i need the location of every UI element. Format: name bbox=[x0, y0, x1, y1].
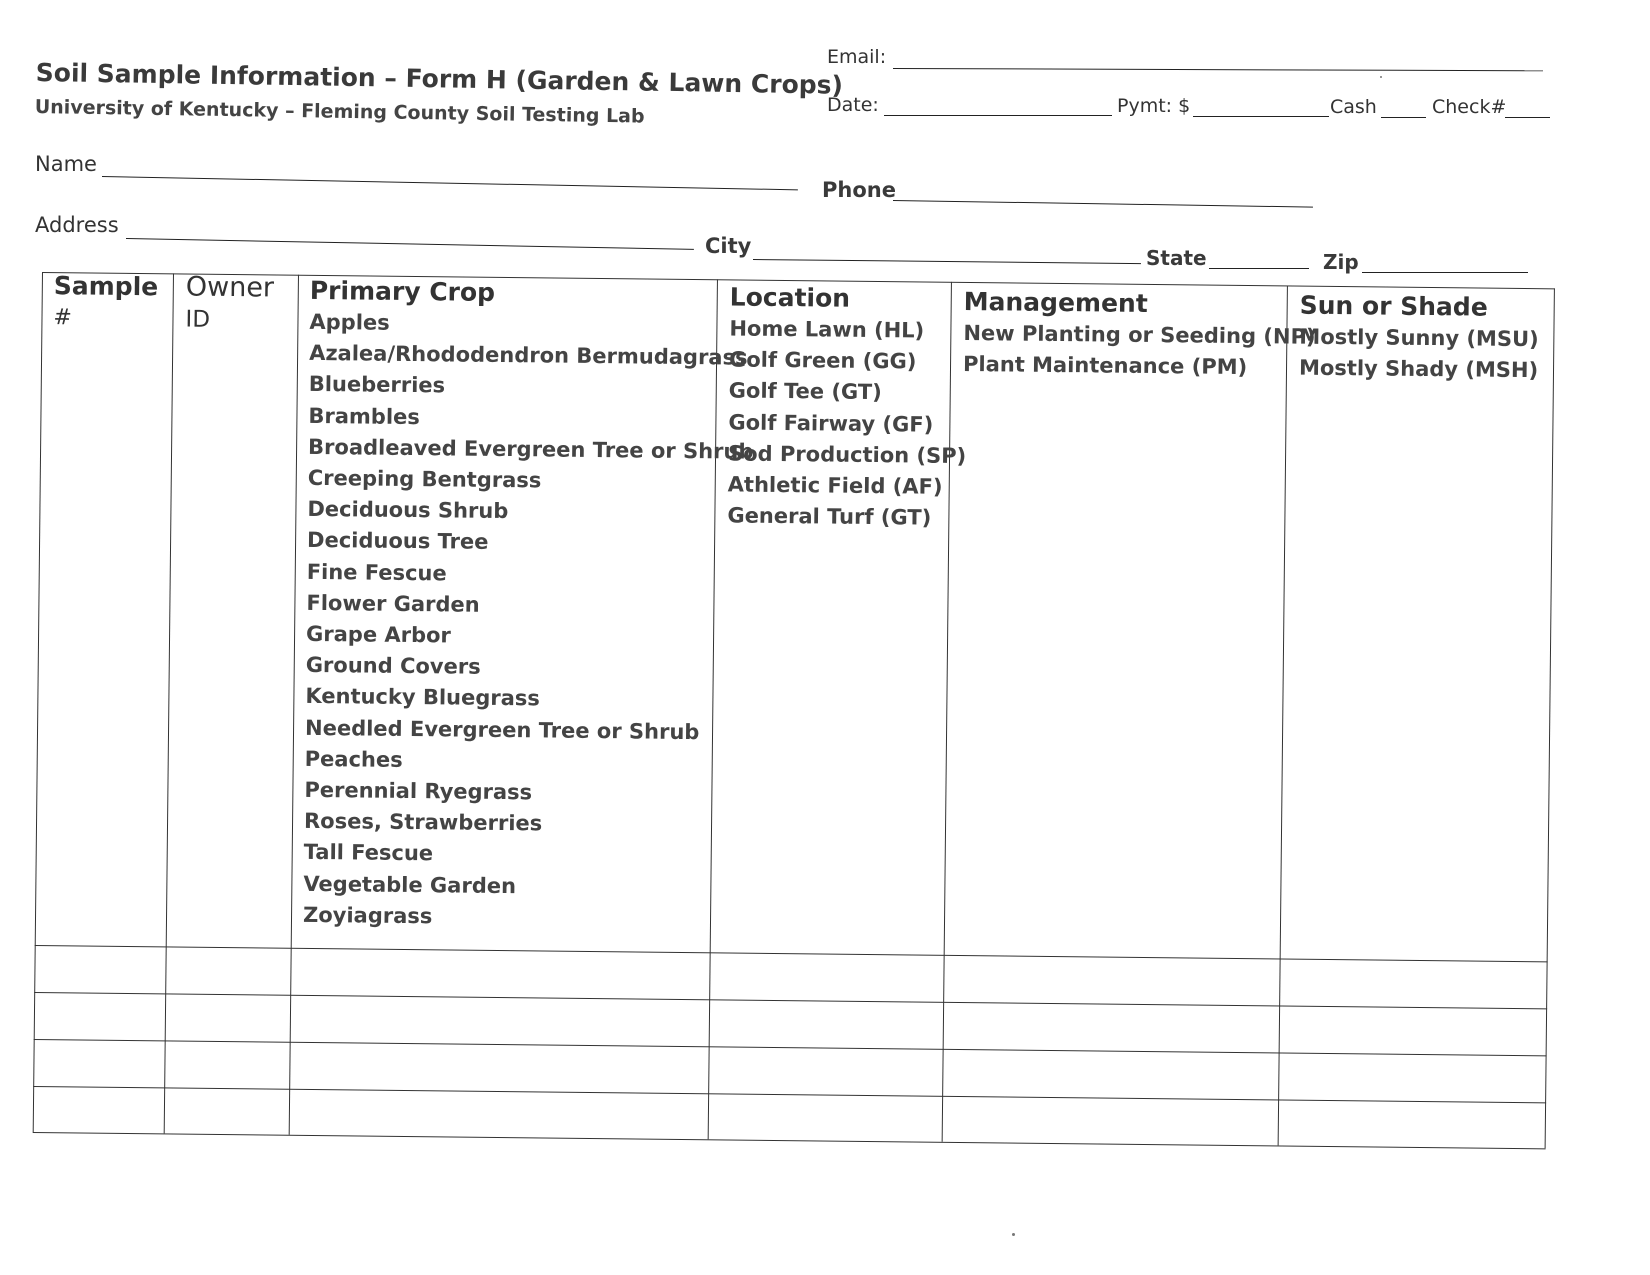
location-option: Golf Fairway (GF) bbox=[728, 410, 934, 437]
location-option: General Turf (GT) bbox=[727, 503, 932, 530]
primary-crop-header: Primary Crop bbox=[309, 275, 496, 307]
location-option: Sod Production (SP) bbox=[727, 441, 967, 468]
email-field[interactable] bbox=[893, 68, 1543, 71]
sample-column-header bbox=[53, 270, 158, 335]
primary-crop-option: Vegetable Garden bbox=[303, 871, 517, 898]
location-header: Location bbox=[729, 282, 851, 313]
phone-label: Phone bbox=[822, 178, 896, 202]
form-title: Soil Sample Information – Form H (Garden & Lawn Crops) bbox=[35, 58, 844, 100]
primary-crop-option: Tall Fescue bbox=[303, 840, 434, 866]
city-field[interactable] bbox=[753, 259, 1141, 264]
sample-table bbox=[32, 272, 1555, 1188]
address-label: Address bbox=[35, 213, 119, 237]
primary-crop-option: Fine Fescue bbox=[306, 559, 447, 586]
name-label: Name bbox=[35, 152, 97, 176]
location-option: Golf Green (GG) bbox=[728, 347, 917, 374]
sun-shade-header: Sun or Shade bbox=[1299, 290, 1488, 322]
phone-field[interactable] bbox=[893, 200, 1313, 208]
owner-column-header bbox=[185, 272, 274, 337]
check-label: Check# bbox=[1432, 96, 1507, 118]
primary-crop-column bbox=[303, 275, 755, 936]
scan-speck bbox=[1012, 1233, 1015, 1236]
owner-header-id: ID bbox=[185, 306, 211, 333]
primary-crop-option: Roses, Strawberries bbox=[303, 809, 543, 836]
date-label: Date: bbox=[827, 94, 879, 116]
primary-crop-option: Needled Evergreen Tree or Shrub bbox=[304, 715, 700, 744]
check-field[interactable] bbox=[1505, 117, 1550, 118]
primary-crop-option: Azalea/Rhododendron Bermudagrass bbox=[309, 341, 748, 370]
primary-crop-option: Kentucky Bluegrass bbox=[305, 684, 541, 711]
name-field[interactable] bbox=[102, 176, 798, 190]
payment-label: Pymt: $ bbox=[1117, 95, 1191, 117]
primary-crop-option: Ground Covers bbox=[305, 653, 481, 680]
primary-crop-option: Flower Garden bbox=[306, 590, 480, 617]
management-column bbox=[963, 286, 1316, 384]
cash-field[interactable] bbox=[1381, 117, 1426, 118]
management-options bbox=[963, 318, 1316, 384]
primary-crop-options bbox=[303, 307, 755, 936]
state-label: State bbox=[1146, 246, 1207, 270]
sun-shade-option: Mostly Shady (MSH) bbox=[1298, 355, 1539, 383]
location-option: Home Lawn (HL) bbox=[729, 316, 925, 343]
primary-crop-option: Broadleaved Evergreen Tree or Shrub bbox=[307, 434, 754, 464]
cash-label: Cash bbox=[1330, 96, 1377, 118]
management-option: New Planting or Seeding (NP) bbox=[963, 320, 1316, 349]
primary-crop-option: Blueberries bbox=[308, 372, 446, 398]
email-label: Email: bbox=[827, 46, 887, 68]
sun-shade-option: Mostly Sunny (MSU) bbox=[1299, 324, 1539, 352]
location-column bbox=[727, 281, 968, 534]
sun-shade-column bbox=[1299, 290, 1539, 387]
address-field[interactable] bbox=[126, 238, 694, 250]
primary-crop-option: Perennial Ryegrass bbox=[304, 777, 533, 805]
location-option: Athletic Field (AF) bbox=[727, 472, 943, 499]
location-options bbox=[727, 313, 967, 534]
form-subtitle: University of Kentucky – Fleming County Soil Testing Lab bbox=[34, 96, 645, 128]
sun-shade-options bbox=[1299, 322, 1539, 387]
primary-crop-option: Deciduous Tree bbox=[306, 528, 489, 555]
date-field[interactable] bbox=[884, 115, 1112, 116]
zip-field[interactable] bbox=[1362, 272, 1528, 273]
zip-label: Zip bbox=[1323, 250, 1359, 274]
primary-crop-option: Creeping Bentgrass bbox=[307, 465, 542, 493]
primary-crop-option: Apples bbox=[309, 309, 390, 335]
owner-header: Owner bbox=[185, 271, 275, 304]
primary-crop-option: Peaches bbox=[304, 746, 403, 772]
management-option: Plant Maintenance (PM) bbox=[962, 352, 1248, 380]
sample-header: Sample bbox=[53, 271, 159, 302]
primary-crop-option: Zoyiagrass bbox=[302, 902, 433, 929]
primary-crop-option: Deciduous Shrub bbox=[307, 497, 509, 524]
primary-crop-option: Grape Arbor bbox=[305, 621, 452, 648]
state-field[interactable] bbox=[1209, 268, 1309, 269]
payment-field[interactable] bbox=[1193, 116, 1329, 117]
city-label: City bbox=[705, 234, 752, 258]
primary-crop-option: Brambles bbox=[308, 403, 420, 429]
location-option: Golf Tee (GT) bbox=[728, 378, 882, 405]
management-header: Management bbox=[963, 286, 1148, 318]
scan-speck bbox=[1380, 76, 1382, 78]
sample-header-number: # bbox=[53, 305, 73, 331]
